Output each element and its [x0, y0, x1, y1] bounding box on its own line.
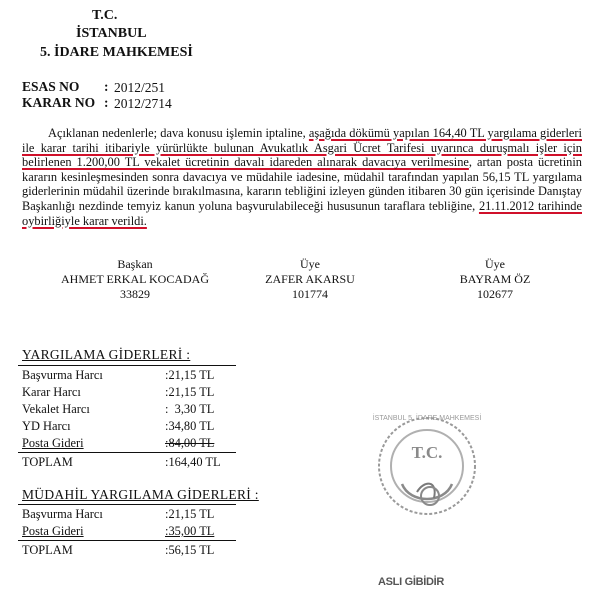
signature-role: Üye: [300, 257, 320, 271]
intervener-expenses-title: MÜDAHİL YARGILAMA GİDERLERİ :: [22, 487, 259, 502]
expense-row-label: Başvurma Harcı: [22, 368, 103, 382]
decision-paragraph: [22, 126, 582, 228]
expenses-total-value: :164,40 TL: [165, 455, 221, 469]
seal-ring-text: İSTANBUL 5. İDARE MAHKEMESİ: [372, 415, 482, 422]
intervener-row-value: :35,00 TL: [165, 524, 215, 538]
esas-sep: :: [104, 79, 109, 94]
court-country: T.C.: [92, 8, 118, 23]
esas-value: 2012/251: [114, 80, 166, 95]
seal-center-text: T.C.: [411, 443, 443, 462]
karar-sep: :: [104, 95, 109, 110]
signature-role: Başkan: [117, 257, 153, 271]
expenses-total-label: TOPLAM: [22, 455, 73, 469]
expense-row-label: Posta Gideri: [22, 436, 84, 450]
signature-role: Üye: [485, 257, 505, 271]
expense-row-label: YD Harcı: [22, 419, 71, 433]
expense-row-value: :21,15 TL: [165, 368, 215, 382]
expense-row-label: Karar Harcı: [22, 385, 81, 399]
expense-row-value: :84,00 TL: [165, 436, 215, 450]
expenses-total-rule: [18, 452, 236, 453]
signature-chair: [40, 257, 230, 302]
signature-number: 101774: [292, 287, 328, 301]
signature-name: BAYRAM ÖZ: [459, 272, 531, 286]
court-name: 5. İDARE MAHKEMESİ: [40, 45, 193, 60]
intervener-row-value: :21,15 TL: [165, 507, 215, 521]
expense-row-value: :34,80 TL: [165, 419, 215, 433]
intervener-total-rule: [18, 540, 236, 541]
paragraph-part2-underlined: aşağıda dökümü yapılan 164,40 TL yargılama giderleri ile karar tarihi itibariyle yürürlükte bulunan Avukatlık Asgari Ücret Tarifesi uyarınca duruşmalı işler için belirlenen 1.200,00 TL vekalet ücretinin davalı idareden alınarak davacıya verilmesine: [22, 126, 582, 170]
paragraph-part4-underlined: 21.11.2012 tarihinde oybirliğiyle karar verildi.: [22, 198, 582, 228]
karar-label: KARAR NO: [22, 95, 96, 110]
intervener-total-value: :56,15 TL: [165, 543, 215, 557]
court-seal-icon: [372, 400, 482, 535]
expenses-top-rule: [18, 365, 236, 366]
signature-number: 102677: [477, 287, 513, 301]
expense-row-value: :21,15 TL: [165, 385, 215, 399]
intervener-total-label: TOPLAM: [22, 543, 73, 557]
signature-number: 33829: [120, 287, 150, 301]
expense-row-value: : 3,30 TL: [165, 402, 215, 416]
intervener-row-label: Başvurma Harcı: [22, 507, 103, 521]
signature-member-2: [410, 257, 580, 302]
signature-name: ZAFER AKARSU: [265, 272, 355, 286]
intervener-row-label: Posta Gideri: [22, 524, 84, 538]
signature-name: AHMET ERKAL KOCADAĞ: [61, 272, 209, 286]
expense-row-label: Vekalet Harcı: [22, 402, 90, 416]
certified-copy-stamp: ASLI GİBİDİR: [378, 576, 445, 588]
paragraph-part1: Açıklanan nedenlerle; dava konusu işlemin iptaline,: [48, 126, 309, 140]
signature-member-1: [220, 257, 400, 302]
court-city: İSTANBUL: [76, 26, 147, 41]
karar-value: 2012/2714: [114, 96, 172, 111]
intervener-top-rule: [18, 504, 236, 505]
expenses-title: YARGILAMA GİDERLERİ :: [22, 347, 191, 362]
esas-label: ESAS NO: [22, 79, 80, 94]
paragraph-part3: , artan posta ücretinin kararın kesinleşmesinden sonra davacıya ve müdahile iadesine, müdahil tarafından yapılan 56,15 TL yargılama giderlerinin müdahil üzerinde bırakılmasına, kararın tebliğini izleyen günden itibaren 30 gün içerisinde Danıştay Başkanlığı nezdinde temyiz kanun yoluna başvurulabileceği hususunun taraflara tebliğine,: [22, 155, 582, 213]
